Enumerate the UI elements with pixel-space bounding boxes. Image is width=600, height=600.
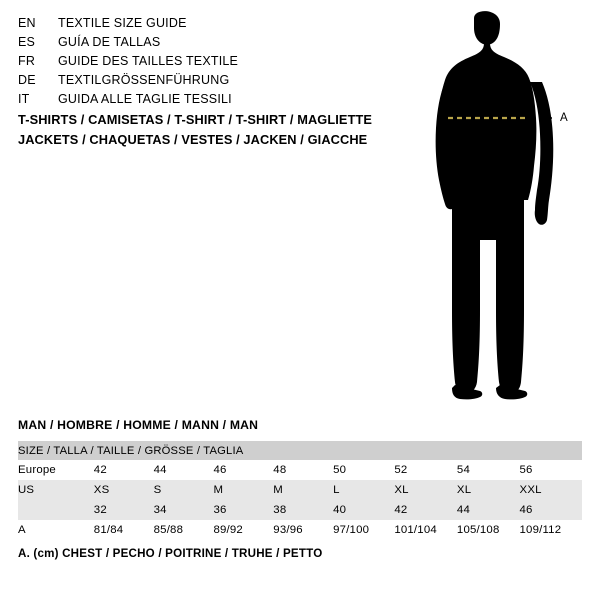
table-header-row [18, 441, 582, 460]
row-label-blank [18, 500, 94, 520]
language-code-de: DE [18, 73, 36, 87]
language-code-en: EN [18, 16, 36, 30]
language-row-de [18, 73, 418, 92]
cell: S [154, 480, 214, 500]
language-code-es: ES [18, 35, 36, 49]
language-text-en: TEXTILE SIZE GUIDE [58, 16, 187, 30]
row-label-us: US [18, 480, 94, 500]
cell: L [333, 480, 394, 500]
measure-marker-a: A [560, 112, 568, 124]
cell: XS [94, 480, 154, 500]
cell: 48 [273, 460, 333, 480]
language-row-it [18, 92, 418, 111]
cell: 46 [520, 500, 582, 520]
table-row [18, 460, 582, 480]
cell: 32 [94, 500, 154, 520]
cell: XXL [520, 480, 582, 500]
cell: 42 [394, 500, 457, 520]
table-row [18, 480, 582, 500]
cell: XL [394, 480, 457, 500]
cell: 42 [94, 460, 154, 480]
cell: 54 [457, 460, 520, 480]
cell: 101/104 [394, 520, 457, 540]
table-row [18, 500, 582, 520]
language-code-fr: FR [18, 54, 36, 68]
cell: 46 [213, 460, 273, 480]
cell: XL [457, 480, 520, 500]
cell: 44 [457, 500, 520, 520]
table-title: MAN / HOMBRE / HOMME / MANN / MAN [18, 418, 259, 432]
cell: 105/108 [457, 520, 520, 540]
language-text-de: TEXTILGRÖSSENFÜHRUNG [58, 73, 230, 87]
male-silhouette-figure [400, 10, 600, 410]
cell: 44 [154, 460, 214, 480]
cell: 34 [154, 500, 214, 520]
language-code-it: IT [18, 92, 30, 106]
language-row-fr [18, 54, 418, 73]
size-table [18, 441, 582, 540]
cell: 109/112 [520, 520, 582, 540]
cell: 81/84 [94, 520, 154, 540]
cell: 40 [333, 500, 394, 520]
table-footnote: A. (cm) CHEST / PECHO / POITRINE / TRUHE / PETTO [18, 547, 323, 560]
silhouette-svg [400, 10, 600, 410]
category-jackets: JACKETS / CHAQUETAS / VESTES / JACKEN / GIACCHE [18, 132, 368, 147]
row-label-europe: Europe [18, 460, 94, 480]
row-label-a: A [18, 520, 94, 540]
cell: 93/96 [273, 520, 333, 540]
language-text-it: GUIDA ALLE TAGLIE TESSILI [58, 92, 232, 106]
cell: M [213, 480, 273, 500]
cell: 85/88 [154, 520, 214, 540]
language-text-es: GUÍA DE TALLAS [58, 35, 161, 49]
cell: 52 [394, 460, 457, 480]
table-header-label: SIZE / TALLA / TAILLE / GRÖSSE / TAGLIA [18, 441, 582, 460]
language-list [18, 16, 418, 111]
category-tshirts: T-SHIRTS / CAMISETAS / T-SHIRT / T-SHIRT / MAGLIETTE [18, 112, 373, 127]
cell: 36 [213, 500, 273, 520]
cell: 89/92 [213, 520, 273, 540]
table-row [18, 520, 582, 540]
cell: M [273, 480, 333, 500]
cell: 97/100 [333, 520, 394, 540]
cell: 56 [520, 460, 582, 480]
language-row-en [18, 16, 418, 35]
language-text-fr: GUIDE DES TAILLES TEXTILE [58, 54, 239, 68]
cell: 50 [333, 460, 394, 480]
language-row-es [18, 35, 418, 54]
cell: 38 [273, 500, 333, 520]
category-headings [18, 110, 438, 150]
